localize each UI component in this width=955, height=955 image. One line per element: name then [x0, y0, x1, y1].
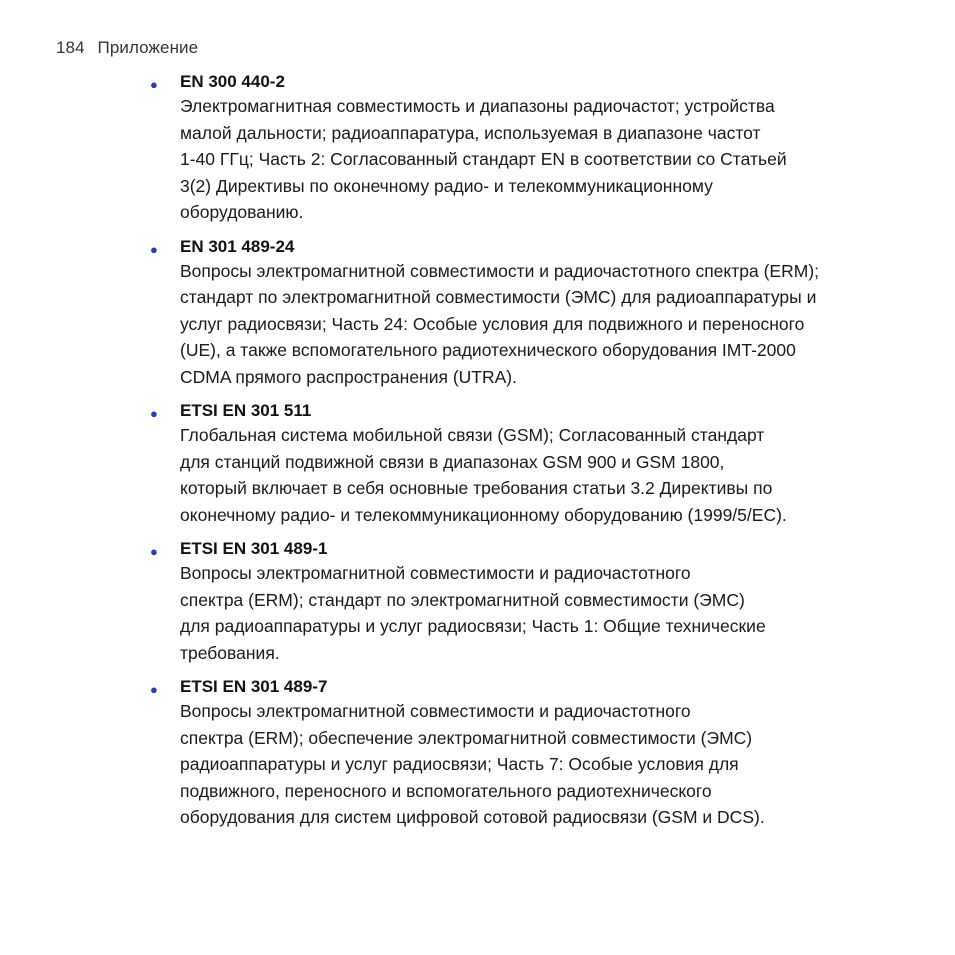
bullet-icon: ●	[150, 241, 158, 257]
standard-title: ETSI EN 301 511	[180, 401, 312, 420]
standard-title: EN 300 440-2	[180, 72, 285, 91]
standard-item	[0, 538, 955, 666]
standard-description: Вопросы электромагнитной совместимости и радиочастотного спектра (ERM); стандарт по электромагнитной совместимости (ЭМС) для радиоаппаратуры и услуг радиосвязи; Часть 24: Особые условия для подвижного и переносного (UE), а также вспомогательного радиотехнического оборудования IMT-2000 CDMA прямого распространения (UTRA).	[180, 260, 820, 387]
bullet-icon: ●	[150, 77, 158, 92]
standard-item	[0, 71, 955, 226]
standard-description: Электромагнитная совместимость и диапазоны радиочастот; устройства малой дальности; радиоаппаратура, используемая в диапазоне частот 1-40 ГГц; Часть 2: Согласованный стандарт EN в соответствии со Статьей 3(2) Директивы по оконечному радио- и телекоммуникационному оборудованию.	[180, 96, 787, 222]
standard-item	[0, 400, 955, 528]
page-header	[56, 38, 198, 58]
standard-description: Вопросы электромагнитной совместимости и радиочастотного спектра (ERM); стандарт по электромагнитной совместимости (ЭМС) для радиоаппаратуры и услуг радиосвязи; Часть 1: Общие технические требования.	[180, 563, 766, 663]
standard-item	[0, 236, 955, 391]
standard-title: EN 301 489-24	[180, 236, 295, 256]
section-title: Приложение	[97, 38, 199, 57]
bullet-icon: ●	[150, 406, 158, 421]
standard-title: ETSI EN 301 489-7	[180, 677, 328, 696]
page-number: 184	[56, 38, 85, 57]
standard-title: ETSI EN 301 489-1	[180, 539, 328, 558]
standard-item	[0, 676, 955, 831]
standard-description: Глобальная система мобильной связи (GSM); Согласованный стандарт для станций подвижной связи в диапазонах GSM 900 и GSM 1800, который включает в себя основные требования статьи 3.2 Директивы по оконечному радио- и телекоммуникационному оборудованию (1999/5/EC).	[180, 425, 787, 525]
standards-list	[0, 71, 955, 841]
bullet-icon: ●	[150, 544, 158, 559]
standard-description: Вопросы электромагнитной совместимости и радиочастотного спектра (ERM); обеспечение электромагнитной совместимости (ЭМС) радиоаппаратуры и услуг радиосвязи; Часть 7: Особые условия для подвижного, переносного и вспомогательного радиотехнического оборудования для систем цифровой сотовой радиосвязи (GSM и DCS).	[180, 701, 765, 827]
bullet-icon: ●	[150, 682, 158, 697]
